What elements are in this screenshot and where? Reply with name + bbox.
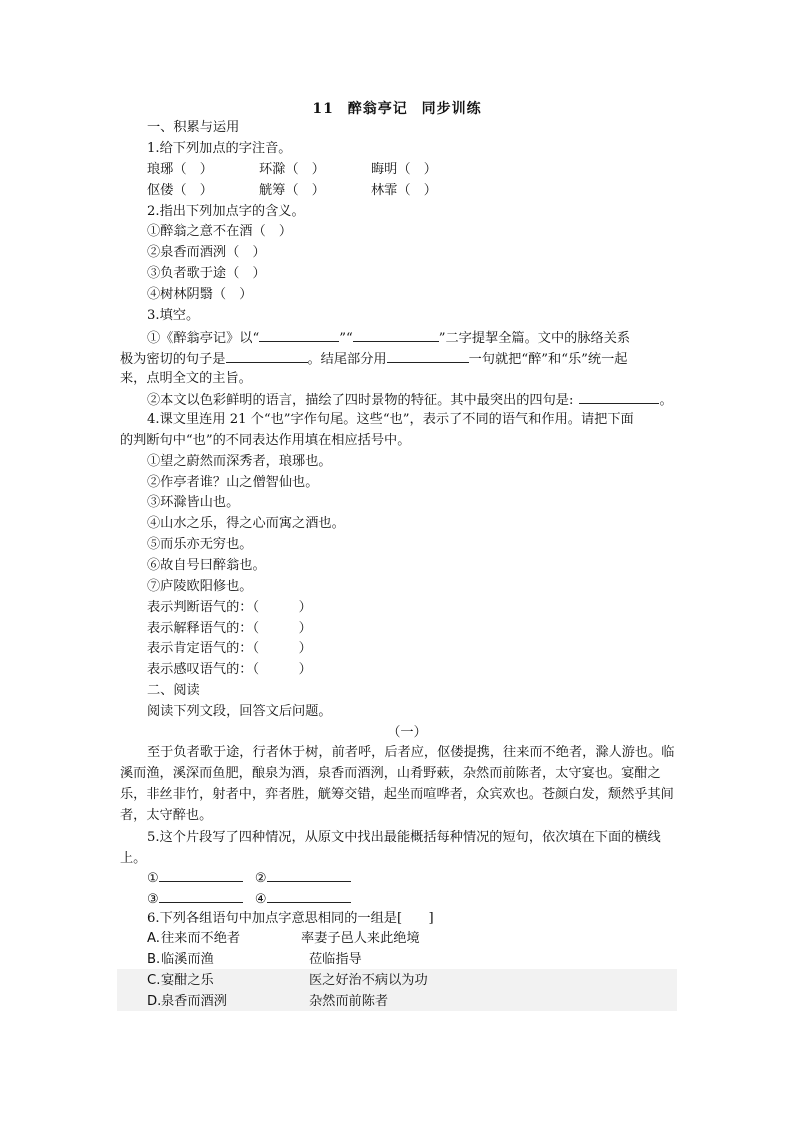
reading-intro: 阅读下列文段，回答文后问题。 [147, 704, 332, 719]
lesson-name: 醉翁亭记 [347, 101, 408, 117]
option-right: 率妻子邑人来此绝境 [301, 931, 420, 946]
q3-text: 极为密切的句子是 [120, 352, 226, 367]
q1-item: 林霏（ ） [371, 183, 437, 198]
q3-line-3: 来，点明全文的主旨。 [120, 371, 252, 386]
q1-item: 伛偻（ ） [147, 183, 213, 198]
q5-blanks-row-2 [147, 888, 351, 910]
option-left: 宴酣之乐 [161, 973, 214, 988]
q1-stem: 1.给下列加点的字注音。 [147, 141, 292, 156]
option-left: 临溪而渔 [161, 952, 214, 967]
option-right: 杂然而前陈者 [309, 994, 389, 1009]
q6-option-a [147, 929, 420, 949]
q4-sentence: ⑤而乐亦无穷也。 [147, 537, 253, 552]
answer-blank[interactable] [579, 389, 659, 404]
q1-row-1 [147, 160, 437, 180]
answer-blank[interactable] [259, 327, 339, 342]
q3-stem: 3.填空。 [147, 308, 200, 323]
q4-answer: 表示解释语气的：（ ） [147, 621, 312, 636]
q4-stem-1: 4.课文里连用 21 个“也”字作句尾。这些“也”，表示了不同的语气和作用。请把下面 [147, 412, 634, 427]
q4-sentence: ⑥故自号曰醉翁也。 [147, 558, 266, 573]
q1-item: 晦明（ ） [371, 162, 437, 177]
q2-item: ①醉翁之意不在酒（ ） [147, 224, 293, 239]
option-key: D. [147, 994, 162, 1009]
q4-answer: 表示感叹语气的：（ ） [147, 662, 312, 677]
part-label: （一） [387, 725, 427, 740]
q1-item: 琅琊（ ） [147, 162, 213, 177]
answer-blank[interactable] [353, 327, 439, 342]
q6-stem: 6.下列各组语句中加点字意思相同的一组是[ ] [147, 911, 434, 926]
page-title [0, 98, 794, 118]
q5-blanks-row-1 [147, 867, 351, 889]
q4-sentence: ②作亭者谁？山之僧智仙也。 [147, 475, 319, 490]
q4-sentence: ①望之蔚然而深秀者，琅琊也。 [147, 454, 332, 469]
option-right: 医之好治不病以为功 [309, 973, 428, 988]
reading-passage: 至于负者歌于途，行者休于树，前者呼，后者应，伛偻提携，往来而不绝者，滁人游也。临溪而渔，溪深而鱼肥，酿泉为酒，泉香而酒洌，山肴野蔌，杂然而前陈者，太守宴也。宴酣之乐，非丝非竹，射者中，弈者胜，觥筹交错，起坐而喧哗者，众宾欢也。苍颜白发，颓然乎其间者，太守醉也。 [120, 745, 675, 823]
answer-blank[interactable] [267, 888, 351, 903]
option-right: 莅临指导 [309, 952, 362, 967]
q6-option-c [147, 971, 428, 991]
q2-item: ②泉香而酒洌（ ） [147, 245, 266, 260]
q4-answer: 表示肯定语气的：（ ） [147, 641, 312, 656]
option-key: B. [147, 952, 161, 967]
q4-sentence: ⑦庐陵欧阳修也。 [147, 579, 253, 594]
q4-sentence: ④山水之乐，得之心而寓之酒也。 [147, 516, 345, 531]
answer-blank[interactable] [159, 888, 243, 903]
q4-sentence: ③环滁皆山也。 [147, 495, 240, 510]
q3-line-2 [120, 348, 627, 370]
option-key: C. [147, 973, 161, 988]
q3-text: ②本文以色彩鲜明的语言，描绘了四时景物的特征。其中最突出的四句是: [147, 393, 574, 408]
section-heading-1: 一、积累与运用 [147, 120, 240, 135]
q3-text: ①《醉翁亭记》以“ [147, 331, 260, 346]
answer-blank[interactable] [387, 348, 469, 363]
q1-row-2 [147, 181, 437, 201]
q3-text: 。 [659, 393, 673, 408]
q5-label: ② [254, 871, 267, 886]
lesson-number: 11 [312, 101, 334, 117]
q2-item: ④树林阴翳（ ） [147, 287, 253, 302]
q4-stem-2: 的判断句中“也”的不同表达作用填在相应括号中。 [120, 433, 411, 448]
q5-stem: 5.这个片段写了四种情况，从原文中找出最能概括每种情况的短句，依次填在下面的横线上。 [120, 830, 661, 866]
q3-text: 。结尾部分用 [307, 352, 387, 367]
q6-option-b [147, 950, 362, 970]
q3-text: ”二字提挈全篇。文中的脉络关系 [438, 331, 631, 346]
option-left: 泉香而酒洌 [161, 994, 227, 1009]
q1-item: 环滁（ ） [259, 162, 325, 177]
q5-label: ④ [254, 892, 267, 907]
q1-item: 觥筹（ ） [259, 183, 325, 198]
q2-item: ③负者歌于途（ ） [147, 266, 266, 281]
q3-line-4 [147, 389, 673, 411]
q4-answer: 表示判断语气的：（ ） [147, 600, 312, 615]
answer-blank[interactable] [159, 867, 243, 882]
q6-option-d [147, 992, 388, 1012]
q2-stem: 2.指出下列加点字的含义。 [147, 204, 305, 219]
q5-label: ③ [147, 892, 159, 907]
lesson-suffix: 同步训练 [421, 101, 482, 117]
q3-line-1 [147, 327, 630, 349]
option-key: A. [147, 931, 160, 946]
option-left: 往来而不绝者 [161, 931, 241, 946]
answer-blank[interactable] [267, 867, 351, 882]
q5-label: ① [147, 871, 159, 886]
q3-text: ”“ [339, 331, 353, 346]
answer-blank[interactable] [226, 348, 308, 363]
q3-text: 一句就把“醉”和“乐”统一起 [468, 352, 628, 367]
section-heading-2: 二、阅读 [147, 683, 200, 698]
